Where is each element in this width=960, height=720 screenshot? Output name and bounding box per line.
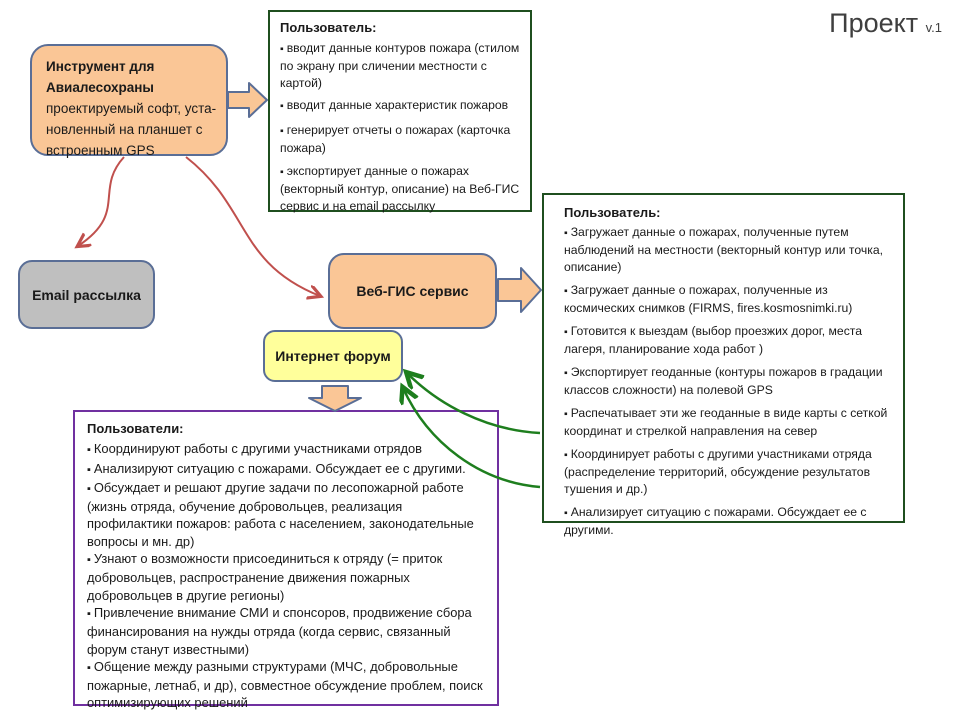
bullet-item: ▪ генерирует отчеты о пожарах (карточка пожара) [280,122,520,157]
panel-user-top [268,10,532,212]
bullet-item: ▪ Узнают о возможности присоединиться к отряду (= приток добровольцев, распространение движения пожарных добровольцев в другие регионы) [87,550,487,604]
bullet-item: ▪ Привлечение внимание СМИ и спонсоров, продвижение сбора финансирования на нужды отряда (когда сервис, связанный форум станут известными) [87,604,487,658]
node-tool-title [46,56,218,98]
panel-user-right [542,193,905,537]
node-webgis-service [328,253,497,329]
bullet-item: ▪ Анализируют ситуацию с пожарами. Обсуждает ее с другими. [87,460,487,479]
node-tool-body-line: проектируемый софт, уста- [46,101,217,116]
node-tool-body [46,98,218,161]
bullet-item: ▪ Обсуждает и решают другие задачи по лесопожарной работе (жизнь отряда, обучение добровольцев, реализация профилактики пожаров: работа с населением, законодательные вопросы и мн. др) [87,479,487,550]
bullet-item: ▪ Экспортирует геоданные (контуры пожаров в градации классов сложности) на полевой GPS [564,364,889,399]
block-arrow-forum-to-users-bottom [309,386,361,411]
node-tool-tablet [30,44,228,156]
bullet-item: ▪ Координирует работы с другими участниками отряда (распределение территорий, обсуждение результатов тушения и др.) [564,446,889,498]
bullet-item: ▪ Готовится к выездам (выбор проезжих дорог, места лагеря, планирование хода работ ) [564,323,889,358]
node-forum-label: Интернет форум [275,348,391,364]
bullet-item: ▪ вводит данные контуров пожара (стилом по экрану при сличении местности с картой) [280,40,520,92]
bullet-item: ▪ Распечатывает эти же геоданные в виде карты с сеткой координат и стрелкой направления на север [564,405,889,440]
bullet-item: ▪ Загружает данные о пожарах, полученные путем наблюдений на местности (векторный контур или точка, описание) [564,224,889,276]
node-email-list [18,260,155,329]
block-arrow-webgis-to-user-right [498,268,541,312]
node-tool-title-line: Инструмент для [46,59,155,74]
node-tool-body-line: встроенным GPS [46,143,155,158]
bullet-item: ▪ Общение между разными структурами (МЧС, добровольные пожарные, летнаб, и др), совместное обсуждение проблем, поиск оптимизирующих решений [87,658,487,712]
red-arrow-tool-to-email [78,157,124,246]
node-tool-title-line: Авиалесохраны [46,80,154,95]
panel-user-top-header: Пользователь: [280,20,377,35]
bullet-item: ▪ Координируют работы с другими участниками отрядов [87,440,487,459]
panel-user-top-items [280,40,520,215]
bullet-item: ▪ вводит данные характеристик пожаров [280,97,520,116]
bullet-item: ▪ Анализирует ситуацию с пожарами. Обсуждает ее с другими. [564,504,889,539]
panel-user-right-items [564,224,889,539]
node-email-label: Email рассылка [32,286,141,303]
panel-user-right-header: Пользователь: [564,205,661,220]
panel-users-bottom-items [87,440,487,711]
slide-title-text: Проект [829,8,919,38]
slide-title [829,8,942,39]
node-webgis-label: Веб-ГИС сервис [356,283,469,299]
panel-users-bottom-header: Пользователи: [87,421,184,436]
node-tool-body-line: новленный на планшет с [46,122,203,137]
bullet-item: ▪ экспортирует данные о пожарах (векторный контур, описание) на Веб-ГИС сервис и на email рассылку [280,163,520,215]
block-arrow-tool-to-user-top [228,83,267,117]
panel-users-bottom [73,410,499,711]
bullet-item: ▪ Загружает данные о пожарах, полученные из космических снимков (FIRMS, fires.kosmosnimki.ru) [564,282,889,317]
node-internet-forum [263,330,403,382]
slide-title-version: v.1 [925,20,942,35]
